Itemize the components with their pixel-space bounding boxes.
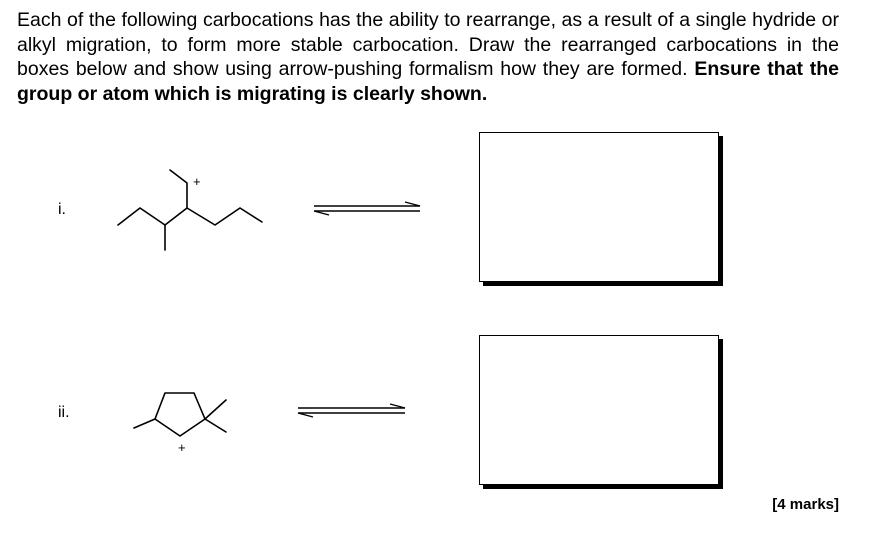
item-label-i: i. bbox=[58, 201, 66, 218]
answer-box-i[interactable] bbox=[479, 132, 719, 282]
answer-box-ii[interactable] bbox=[479, 335, 719, 485]
structure-i-charge: + bbox=[193, 174, 201, 189]
structure-ii-charge: + bbox=[178, 440, 186, 455]
marks-label: [4 marks] bbox=[772, 496, 839, 513]
question-plain: Each of the following carbocations has the ability to rearrange, as a result of a single hydride or alkyl migration, to form more stable carbocation. Draw the rearranged carbocations in the boxes below and show using arrow-pushing formalism how they are formed. bbox=[17, 9, 839, 80]
item-label-ii: ii. bbox=[58, 404, 70, 421]
question-emphasis: Ensure that the group or atom which is migrating is clearly shown. bbox=[17, 58, 839, 105]
